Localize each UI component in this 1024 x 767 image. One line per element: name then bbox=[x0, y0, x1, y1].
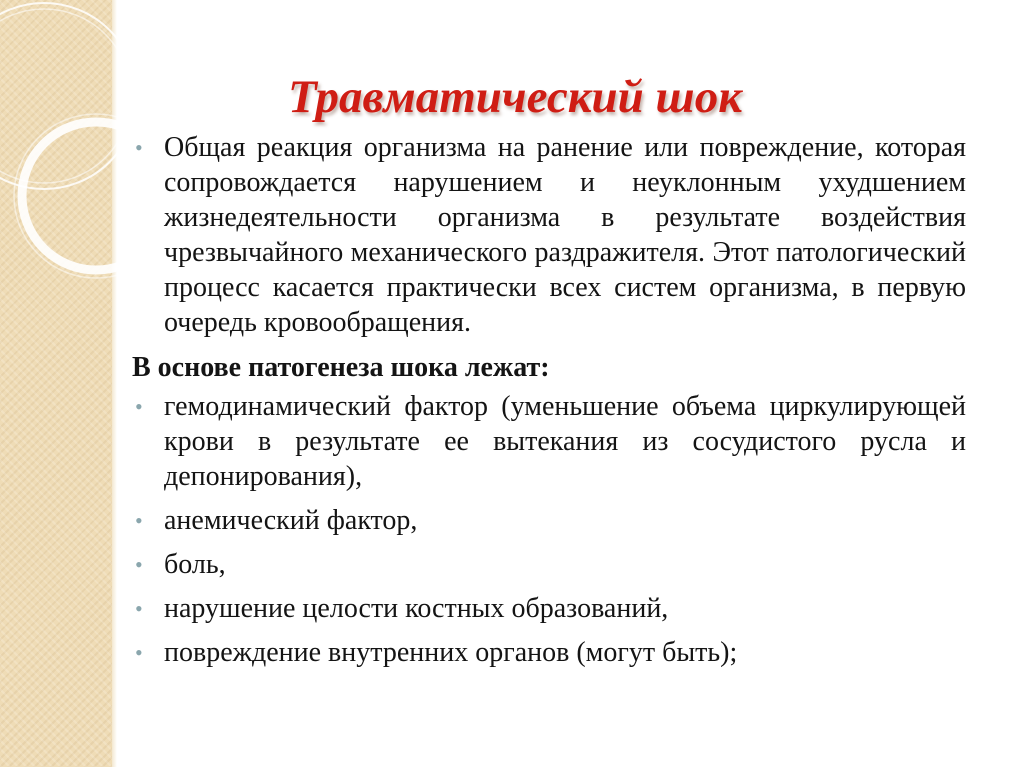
bullet-icon: • bbox=[135, 508, 143, 533]
definition-text: Общая реакция организма на ранение или повреждение, которая сопровождается нарушением и неуклонным ухудшением жизнедеятельности организма в результате воздействия чрезвычайного механического раздражителя. Этот патологический процесс касается практически всех систем организма, в первую очередь кровообращения. bbox=[164, 132, 966, 338]
factor-item bbox=[132, 635, 966, 670]
factor-item bbox=[132, 547, 966, 582]
factor-item bbox=[132, 591, 966, 626]
bullet-icon: • bbox=[135, 135, 143, 160]
bullet-icon: • bbox=[135, 640, 143, 665]
factor-text: анемический фактор, bbox=[164, 505, 418, 536]
factor-text: нарушение целости костных образований, bbox=[164, 593, 669, 624]
factor-item bbox=[132, 389, 966, 494]
factor-text: повреждение внутренних органов (могут быть); bbox=[164, 637, 738, 668]
slide-title: Травматический шок bbox=[288, 71, 743, 123]
factor-item bbox=[132, 503, 966, 538]
bullet-icon: • bbox=[135, 394, 143, 419]
definition-item bbox=[132, 130, 966, 340]
pathogenesis-heading: В основе патогенеза шока лежат: bbox=[132, 352, 550, 383]
slide-content bbox=[132, 130, 966, 670]
bullet-icon: • bbox=[135, 552, 143, 577]
factor-text: гемодинамический фактор (уменьшение объема циркулирующей крови в результате ее вытекания из сосудистого русла и депонирования), bbox=[164, 391, 966, 492]
factor-text: боль, bbox=[164, 549, 226, 580]
bullet-icon: • bbox=[135, 596, 143, 621]
